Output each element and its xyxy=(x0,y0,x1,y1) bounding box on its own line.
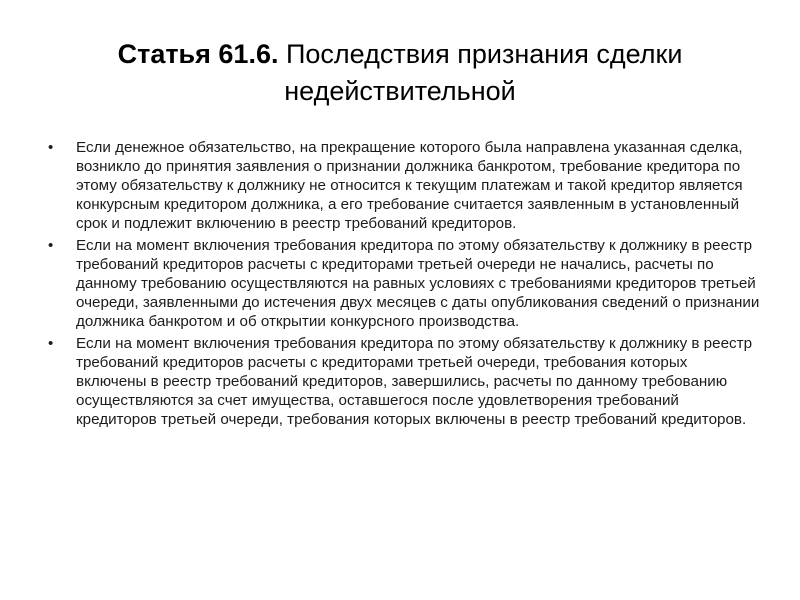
bullet-list xyxy=(46,138,762,432)
list-item-text: Если на момент включения требования кредитора по этому обязательству к должнику в реестр требований кредиторов расчеты с кредиторами третьей очереди, требования которых включены в реестр требований кредиторов, завершились, расчеты по данному требованию осуществляются за счет имущества, оставшегося после удовлетворения требований кредиторов третьей очереди, требования которых включены в реестр требований кредиторов. xyxy=(76,335,753,428)
bullet-icon: • xyxy=(48,335,54,352)
list-item xyxy=(46,138,762,233)
bullet-icon: • xyxy=(48,237,54,254)
bullet-icon: • xyxy=(48,139,54,156)
list-item-text: Если на момент включения требования кредитора по этому обязательству к должнику в реестр требований кредиторов расчеты с кредиторами третьей очереди не начались, расчеты по данному требованию осуществляются на равных условиях с требованиями кредиторов третьей очереди, заявленными до истечения двух месяцев с даты опубликования сведений о признании должника банкротом и об открытии конкурсного производства. xyxy=(76,237,760,330)
title-text: Последствия признания сделки недействительной xyxy=(278,39,683,106)
list-item xyxy=(46,334,762,429)
list-item-text: Если денежное обязательство, на прекращение которого была направлена указанная сделка, возникло до принятия заявления о признании должника банкротом, требование кредитора по этому обязательству к должнику не относится к текущим платежам и такой кредитор является конкурсным кредитором должника, а его требование считается заявленным в установленный срок и подлежит включению в реестр требований кредиторов. xyxy=(76,139,743,232)
list-item xyxy=(46,236,762,331)
title-article-number: Статья 61.6. xyxy=(117,39,279,69)
page-title xyxy=(40,36,760,110)
